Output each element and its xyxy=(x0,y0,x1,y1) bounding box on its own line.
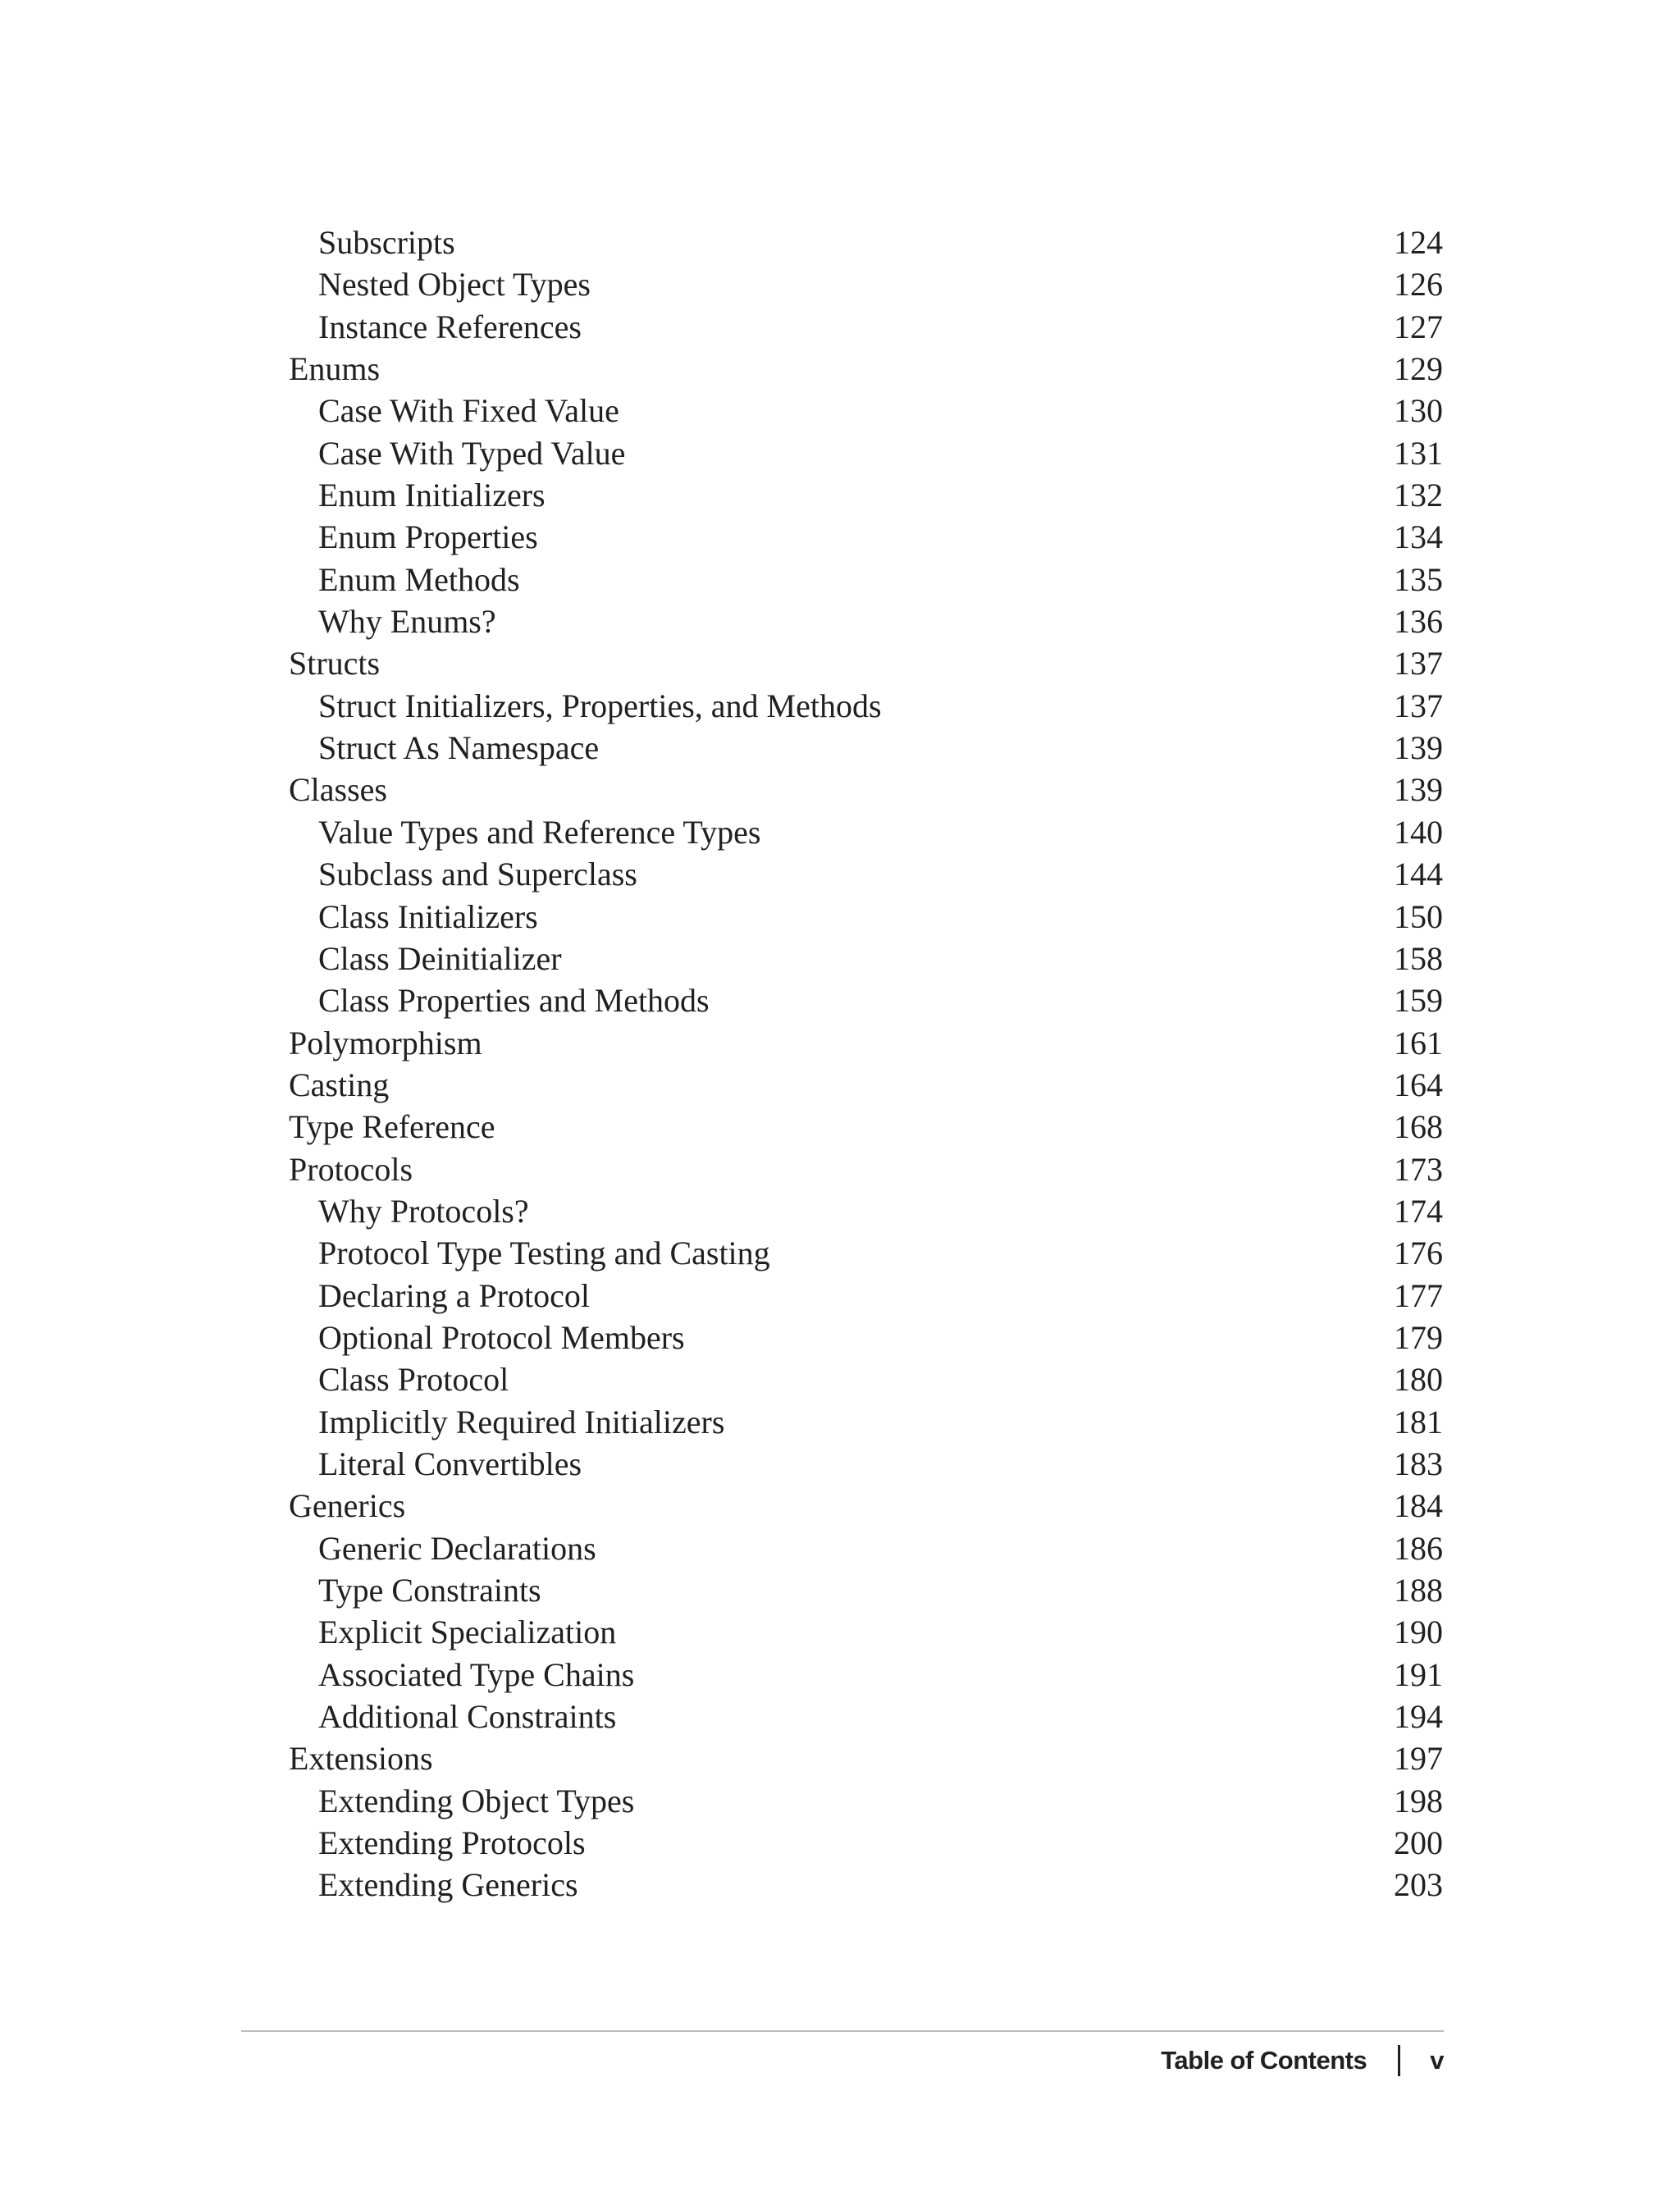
toc-entry-title: Enum Initializers xyxy=(318,477,546,514)
toc-entry-title: Struct As Namespace xyxy=(318,729,600,767)
toc-entry-title: Generics xyxy=(289,1487,406,1525)
toc-entry-title: Value Types and Reference Types xyxy=(318,813,761,851)
toc-entry-page-number: 183 xyxy=(1394,1445,1443,1482)
toc-entry-page-number: 161 xyxy=(1394,1024,1443,1061)
toc-entry-title: Class Deinitializer xyxy=(318,939,562,977)
toc-entry-page-number: 180 xyxy=(1394,1361,1443,1399)
toc-subsection-entry xyxy=(289,685,1443,727)
toc-entry-page-number: 132 xyxy=(1394,477,1443,514)
toc-section-entry xyxy=(289,1737,1443,1779)
toc-entry-page-number: 144 xyxy=(1394,856,1443,893)
toc-subsection-entry xyxy=(289,896,1443,938)
toc-entry-page-number: 139 xyxy=(1394,729,1443,767)
footer-separator xyxy=(1398,2045,1400,2076)
page-footer xyxy=(1161,2040,1444,2081)
footer-page-number: v xyxy=(1430,2046,1444,2075)
toc-entry-title: Case With Fixed Value xyxy=(318,392,619,430)
toc-subsection-entry xyxy=(289,474,1443,516)
toc-entry-title: Instance References xyxy=(318,308,582,345)
toc-entry-title: Generic Declarations xyxy=(318,1529,596,1567)
toc-entry-title: Casting xyxy=(289,1066,390,1103)
toc-entry-title: Classes xyxy=(289,771,387,809)
toc-entry-page-number: 124 xyxy=(1394,224,1443,261)
toc-entry-page-number: 191 xyxy=(1394,1655,1443,1693)
toc-entry-title: Extending Generics xyxy=(318,1866,578,1904)
toc-entry-page-number: 137 xyxy=(1394,645,1443,682)
toc-entry-title: Enum Methods xyxy=(318,560,520,598)
toc-entry-title: Implicitly Required Initializers xyxy=(318,1403,725,1440)
toc-subsection-entry xyxy=(289,1696,1443,1737)
toc-entry-title: Protocol Type Testing and Casting xyxy=(318,1235,770,1272)
toc-subsection-entry xyxy=(289,1569,1443,1611)
toc-entry-title: Polymorphism xyxy=(289,1024,482,1061)
toc-section-entry xyxy=(289,642,1443,684)
toc-entry-page-number: 127 xyxy=(1394,308,1443,345)
toc-entry-page-number: 129 xyxy=(1394,350,1443,388)
toc-entry-title: Class Protocol xyxy=(318,1361,509,1399)
toc-entry-title: Structs xyxy=(289,645,381,682)
toc-section-entry xyxy=(289,1106,1443,1148)
toc-subsection-entry xyxy=(289,853,1443,895)
toc-subsection-entry xyxy=(289,516,1443,558)
toc-section-entry xyxy=(289,1485,1443,1527)
toc-entry-title: Struct Initializers, Properties, and Methods xyxy=(318,687,882,724)
toc-subsection-entry xyxy=(289,1317,1443,1358)
toc-entry-title: Type Constraints xyxy=(318,1572,541,1609)
toc-entry-title: Class Properties and Methods xyxy=(318,982,710,1020)
toc-subsection-entry xyxy=(289,1822,1443,1864)
footer-divider xyxy=(241,2030,1444,2032)
toc-entry-page-number: 135 xyxy=(1394,560,1443,598)
toc-entry-title: Enums xyxy=(289,350,381,388)
toc-entry-page-number: 150 xyxy=(1394,897,1443,935)
toc-entry-title: Explicit Specialization xyxy=(318,1614,617,1651)
toc-entry-title: Enum Properties xyxy=(318,518,538,556)
toc-entry-title: Optional Protocol Members xyxy=(318,1318,685,1356)
toc-subsection-entry xyxy=(289,559,1443,600)
toc-entry-title: Extending Object Types xyxy=(318,1782,635,1819)
toc-subsection-entry xyxy=(289,1780,1443,1822)
toc-entry-page-number: 194 xyxy=(1394,1698,1443,1736)
toc-entry-page-number: 198 xyxy=(1394,1782,1443,1819)
toc-subsection-entry xyxy=(289,1611,1443,1653)
toc-entry-page-number: 173 xyxy=(1394,1150,1443,1188)
toc-section-entry xyxy=(289,1148,1443,1190)
toc-entry-page-number: 177 xyxy=(1394,1276,1443,1314)
toc-entry-page-number: 203 xyxy=(1394,1866,1443,1904)
toc-section-entry xyxy=(289,348,1443,390)
toc-subsection-entry xyxy=(289,432,1443,474)
toc-entry-title: Extending Protocols xyxy=(318,1824,586,1862)
toc-subsection-entry xyxy=(289,306,1443,348)
toc-subsection-entry xyxy=(289,1864,1443,1906)
toc-entry-title: Literal Convertibles xyxy=(318,1445,582,1482)
toc-subsection-entry xyxy=(289,1527,1443,1569)
toc-entry-page-number: 140 xyxy=(1394,813,1443,851)
toc-entry-page-number: 164 xyxy=(1394,1066,1443,1103)
toc-entry-page-number: 139 xyxy=(1394,771,1443,809)
toc-entry-page-number: 200 xyxy=(1394,1824,1443,1862)
toc-section-entry xyxy=(289,769,1443,810)
toc-entry-page-number: 181 xyxy=(1394,1403,1443,1440)
toc-entry-page-number: 184 xyxy=(1394,1487,1443,1525)
toc-entry-page-number: 190 xyxy=(1394,1614,1443,1651)
toc-subsection-entry xyxy=(289,1232,1443,1274)
toc-subsection-entry xyxy=(289,221,1443,263)
toc-subsection-entry xyxy=(289,1654,1443,1696)
toc-subsection-entry xyxy=(289,1401,1443,1443)
toc-subsection-entry xyxy=(289,1443,1443,1485)
toc-entry-title: Nested Object Types xyxy=(318,266,591,304)
toc-entry-page-number: 197 xyxy=(1394,1740,1443,1778)
toc-subsection-entry xyxy=(289,263,1443,305)
toc-entry-page-number: 176 xyxy=(1394,1235,1443,1272)
toc-entry-title: Declaring a Protocol xyxy=(318,1276,590,1314)
toc-subsection-entry xyxy=(289,1358,1443,1400)
toc-entry-page-number: 126 xyxy=(1394,266,1443,304)
toc-subsection-entry xyxy=(289,1190,1443,1232)
toc-entry-page-number: 134 xyxy=(1394,518,1443,556)
toc-entry-title: Case With Typed Value xyxy=(318,434,626,472)
toc-entry-page-number: 179 xyxy=(1394,1318,1443,1356)
toc-entry-title: Subclass and Superclass xyxy=(318,856,637,893)
toc-entry-page-number: 136 xyxy=(1394,603,1443,641)
toc-subsection-entry xyxy=(289,811,1443,853)
toc-entry-page-number: 137 xyxy=(1394,687,1443,724)
toc-entry-page-number: 168 xyxy=(1394,1108,1443,1146)
toc-entry-page-number: 188 xyxy=(1394,1572,1443,1609)
table-of-contents xyxy=(289,221,1443,1906)
toc-subsection-entry xyxy=(289,600,1443,642)
toc-entry-page-number: 130 xyxy=(1394,392,1443,430)
toc-entry-page-number: 158 xyxy=(1394,939,1443,977)
toc-subsection-entry xyxy=(289,727,1443,769)
toc-entry-title: Subscripts xyxy=(318,224,455,261)
toc-subsection-entry xyxy=(289,390,1443,431)
toc-entry-title: Class Initializers xyxy=(318,897,538,935)
toc-entry-title: Associated Type Chains xyxy=(318,1655,635,1693)
toc-entry-title: Why Enums? xyxy=(318,603,496,641)
toc-subsection-entry xyxy=(289,938,1443,979)
toc-section-entry xyxy=(289,1022,1443,1064)
toc-entry-page-number: 186 xyxy=(1394,1529,1443,1567)
toc-entry-title: Extensions xyxy=(289,1740,433,1778)
toc-entry-title: Protocols xyxy=(289,1150,413,1188)
toc-entry-title: Type Reference xyxy=(289,1108,495,1146)
toc-subsection-entry xyxy=(289,979,1443,1021)
footer-section-title: Table of Contents xyxy=(1161,2046,1367,2075)
toc-entry-page-number: 159 xyxy=(1394,982,1443,1020)
toc-section-entry xyxy=(289,1064,1443,1106)
toc-entry-title: Why Protocols? xyxy=(318,1192,529,1230)
toc-subsection-entry xyxy=(289,1275,1443,1317)
toc-entry-title: Additional Constraints xyxy=(318,1698,617,1736)
toc-entry-page-number: 174 xyxy=(1394,1192,1443,1230)
toc-entry-page-number: 131 xyxy=(1394,434,1443,472)
